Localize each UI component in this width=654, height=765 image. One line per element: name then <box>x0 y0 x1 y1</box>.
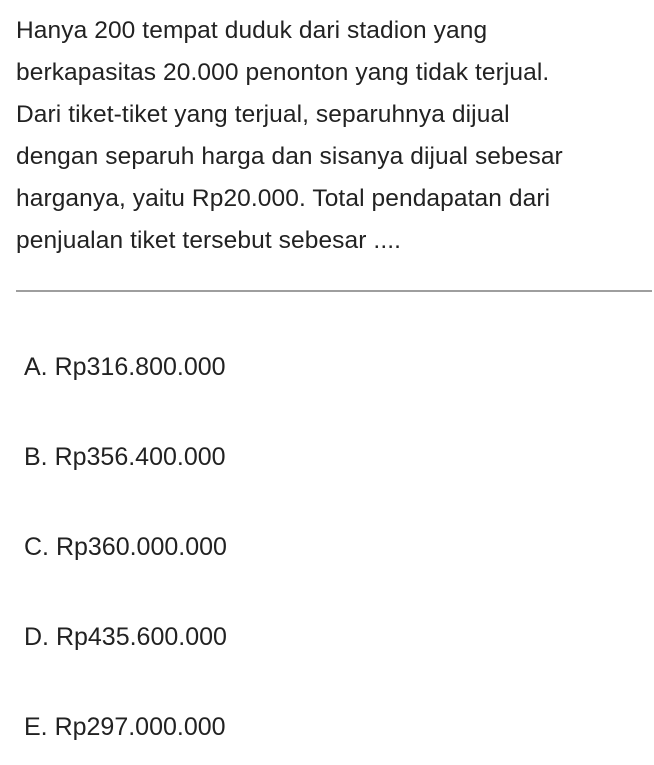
answer-options <box>24 340 644 765</box>
question-text <box>16 10 646 262</box>
question-line: Hanya 200 tempat duduk dari stadion yang <box>16 17 488 44</box>
option-e[interactable]: E. Rp297.000.000 <box>24 712 226 741</box>
question-line: Dari tiket-tiket yang terjual, separuhnya dijual <box>16 101 510 128</box>
divider <box>16 290 652 292</box>
option-b[interactable]: B. Rp356.400.000 <box>24 442 226 471</box>
option-d[interactable]: D. Rp435.600.000 <box>24 622 227 651</box>
question-line: harganya, yaitu Rp20.000. Total pendapatan dari <box>16 185 551 212</box>
question-line: berkapasitas 20.000 penonton yang tidak terjual. <box>16 59 550 86</box>
option-c[interactable]: C. Rp360.000.000 <box>24 532 227 561</box>
question-line: dengan separuh harga dan sisanya dijual sebesar <box>16 143 563 170</box>
question-line: penjualan tiket tersebut sebesar .... <box>16 227 402 254</box>
option-a[interactable]: A. Rp316.800.000 <box>24 352 226 381</box>
